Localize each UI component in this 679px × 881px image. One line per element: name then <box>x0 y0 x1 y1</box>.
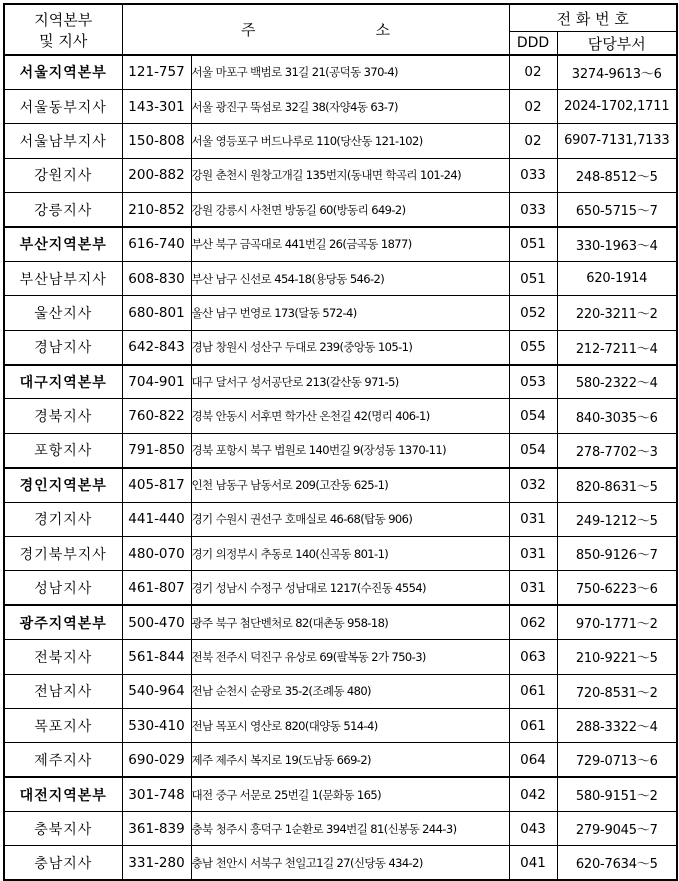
region-cell: 서울동부지사 <box>4 89 122 123</box>
table-row <box>4 365 677 399</box>
zip-code-cell: 480-070 <box>122 536 191 570</box>
phone-cell: 580-9151～2 <box>557 777 677 811</box>
zip-code-cell: 441-440 <box>122 502 191 536</box>
region-cell: 서울남부지사 <box>4 124 122 158</box>
table-row <box>4 640 677 674</box>
address-cell: 부산 남구 신선로 454-18(용당동 546-2) <box>191 261 509 295</box>
zip-code-cell: 361-839 <box>122 812 191 846</box>
region-cell: 대구지역본부 <box>4 365 122 399</box>
table-row <box>4 330 677 364</box>
region-cell: 전남지사 <box>4 674 122 708</box>
address-cell: 강원 춘천시 원창고개길 135번지(동내면 학곡리 101-24) <box>191 158 509 192</box>
region-cell: 포항지사 <box>4 433 122 467</box>
address-cell: 서울 마포구 백범로 31길 21(공덕동 370-4) <box>191 55 509 89</box>
table-row <box>4 89 677 123</box>
zip-code-cell: 143-301 <box>122 89 191 123</box>
ddd-cell: 033 <box>509 193 557 227</box>
zip-code-cell: 150-808 <box>122 124 191 158</box>
address-cell: 인천 남동구 남동서로 209(고잔동 625-1) <box>191 468 509 502</box>
phone-cell: 220-3211～2 <box>557 296 677 330</box>
table-row <box>4 846 677 880</box>
address-cell: 서울 광진구 뚝섬로 32길 38(자양4동 63-7) <box>191 89 509 123</box>
phone-cell: 650-5715～7 <box>557 193 677 227</box>
table-row <box>4 605 677 639</box>
phone-cell: 212-7211～4 <box>557 330 677 364</box>
zip-code-cell: 690-029 <box>122 743 191 777</box>
address-cell: 경북 포항시 북구 법원로 140번길 9(장성동 1370-11) <box>191 433 509 467</box>
ddd-cell: 031 <box>509 536 557 570</box>
region-cell: 대전지역본부 <box>4 777 122 811</box>
phone-cell: 620-7634～5 <box>557 846 677 880</box>
phone-cell: 248-8512～5 <box>557 158 677 192</box>
phone-cell: 279-9045～7 <box>557 812 677 846</box>
address-cell: 부산 북구 금곡대로 441번길 26(금곡동 1877) <box>191 227 509 261</box>
ddd-cell: 031 <box>509 571 557 605</box>
ddd-cell: 02 <box>509 124 557 158</box>
ddd-cell: 054 <box>509 399 557 433</box>
table-row <box>4 55 677 89</box>
table-row <box>4 812 677 846</box>
phone-cell: 580-2322～4 <box>557 365 677 399</box>
table-row <box>4 743 677 777</box>
ddd-cell: 032 <box>509 468 557 502</box>
table-row <box>4 399 677 433</box>
region-cell: 성남지사 <box>4 571 122 605</box>
address-column-header <box>122 4 509 55</box>
table-row <box>4 536 677 570</box>
ddd-cell: 064 <box>509 743 557 777</box>
table-row <box>4 468 677 502</box>
region-header-line2: 및 지사 <box>39 31 88 50</box>
region-cell: 부산지역본부 <box>4 227 122 261</box>
phone-cell: 620-1914 <box>557 261 677 295</box>
region-cell: 경북지사 <box>4 399 122 433</box>
region-cell: 경남지사 <box>4 330 122 364</box>
phone-cell: 970-1771～2 <box>557 605 677 639</box>
zip-code-cell: 680-801 <box>122 296 191 330</box>
phone-cell: 6907-7131,7133 <box>557 124 677 158</box>
zip-code-cell: 608-830 <box>122 261 191 295</box>
address-cell: 울산 남구 번영로 173(달동 572-4) <box>191 296 509 330</box>
address-cell: 전남 목포시 영산로 820(대양동 514-4) <box>191 708 509 742</box>
zip-code-cell: 301-748 <box>122 777 191 811</box>
region-cell: 강원지사 <box>4 158 122 192</box>
ddd-cell: 02 <box>509 89 557 123</box>
region-cell: 전북지사 <box>4 640 122 674</box>
table-row <box>4 158 677 192</box>
table-row <box>4 777 677 811</box>
ddd-cell: 043 <box>509 812 557 846</box>
office-directory-table <box>3 3 678 881</box>
phone-group-header: 전 화 번 호 <box>509 4 677 32</box>
zip-code-cell: 642-843 <box>122 330 191 364</box>
ddd-cell: 02 <box>509 55 557 89</box>
zip-code-cell: 121-757 <box>122 55 191 89</box>
ddd-cell: 063 <box>509 640 557 674</box>
phone-cell: 278-7702～3 <box>557 433 677 467</box>
region-cell: 충남지사 <box>4 846 122 880</box>
region-cell: 광주지역본부 <box>4 605 122 639</box>
address-cell: 경남 창원시 성산구 두대로 239(중앙동 105-1) <box>191 330 509 364</box>
table-body <box>4 55 677 880</box>
address-cell: 충남 천안시 서북구 천일고1길 27(신당동 434-2) <box>191 846 509 880</box>
phone-cell: 850-9126～7 <box>557 536 677 570</box>
ddd-cell: 042 <box>509 777 557 811</box>
address-cell: 대전 중구 서문로 25번길 1(문화동 165) <box>191 777 509 811</box>
address-cell: 충북 청주시 흥덕구 1순환로 394번길 81(신봉동 244-3) <box>191 812 509 846</box>
address-cell: 경기 성남시 수정구 성남대로 1217(수진동 4554) <box>191 571 509 605</box>
ddd-column-header: DDD <box>509 32 557 56</box>
region-cell: 울산지사 <box>4 296 122 330</box>
region-cell: 경기북부지사 <box>4 536 122 570</box>
address-cell: 경기 의정부시 추동로 140(신곡동 801-1) <box>191 536 509 570</box>
zip-code-cell: 405-817 <box>122 468 191 502</box>
ddd-cell: 062 <box>509 605 557 639</box>
address-cell: 광주 북구 첨단벤처로 82(대촌동 958-18) <box>191 605 509 639</box>
zip-code-cell: 530-410 <box>122 708 191 742</box>
phone-cell: 2024-1702,1711 <box>557 89 677 123</box>
zip-code-cell: 704-901 <box>122 365 191 399</box>
phone-cell: 210-9221～5 <box>557 640 677 674</box>
region-cell: 강릉지사 <box>4 193 122 227</box>
ddd-cell: 041 <box>509 846 557 880</box>
zip-code-cell: 210-852 <box>122 193 191 227</box>
table-row <box>4 708 677 742</box>
table-row <box>4 571 677 605</box>
ddd-cell: 054 <box>509 433 557 467</box>
zip-code-cell: 791-850 <box>122 433 191 467</box>
table-row <box>4 674 677 708</box>
ddd-cell: 053 <box>509 365 557 399</box>
phone-cell: 249-1212～5 <box>557 502 677 536</box>
address-cell: 서울 영등포구 버드나루로 110(당산동 121-102) <box>191 124 509 158</box>
address-cell: 경기 수원시 권선구 호매실로 46-68(탑동 906) <box>191 502 509 536</box>
table-row <box>4 261 677 295</box>
address-cell: 강원 강릉시 사천면 방동길 60(방동리 649-2) <box>191 193 509 227</box>
table-row <box>4 193 677 227</box>
table-row <box>4 227 677 261</box>
address-cell: 경북 안동시 서후면 학가산 온천길 42(명리 406-1) <box>191 399 509 433</box>
phone-cell: 720-8531～2 <box>557 674 677 708</box>
address-cell: 제주 제주시 복지로 19(도남동 669-2) <box>191 743 509 777</box>
table-row <box>4 296 677 330</box>
phone-cell: 330-1963～4 <box>557 227 677 261</box>
ddd-cell: 061 <box>509 674 557 708</box>
region-cell: 서울지역본부 <box>4 55 122 89</box>
region-column-header <box>4 4 122 55</box>
region-cell: 목포지사 <box>4 708 122 742</box>
region-cell: 경인지역본부 <box>4 468 122 502</box>
zip-code-cell: 540-964 <box>122 674 191 708</box>
address-cell: 전북 전주시 덕진구 유상로 69(팔복동 2가 750-3) <box>191 640 509 674</box>
ddd-cell: 061 <box>509 708 557 742</box>
address-cell: 대구 달서구 성서공단로 213(갈산동 971-5) <box>191 365 509 399</box>
zip-code-cell: 760-822 <box>122 399 191 433</box>
phone-cell: 750-6223～6 <box>557 571 677 605</box>
phone-cell: 820-8631～5 <box>557 468 677 502</box>
zip-code-cell: 561-844 <box>122 640 191 674</box>
table-row <box>4 433 677 467</box>
phone-cell: 840-3035～6 <box>557 399 677 433</box>
region-cell: 제주지사 <box>4 743 122 777</box>
ddd-cell: 033 <box>509 158 557 192</box>
phone-cell: 729-0713～6 <box>557 743 677 777</box>
ddd-cell: 052 <box>509 296 557 330</box>
ddd-cell: 031 <box>509 502 557 536</box>
ddd-cell: 055 <box>509 330 557 364</box>
region-header-line1: 지역본부 <box>34 10 93 29</box>
table-row <box>4 502 677 536</box>
phone-cell: 3274-9613～6 <box>557 55 677 89</box>
ddd-cell: 051 <box>509 261 557 295</box>
address-cell: 전남 순천시 순광로 35-2(조례동 480) <box>191 674 509 708</box>
ddd-cell: 051 <box>509 227 557 261</box>
zip-code-cell: 616-740 <box>122 227 191 261</box>
address-header-word1: 주 <box>241 21 256 39</box>
zip-code-cell: 331-280 <box>122 846 191 880</box>
dept-column-header: 담당부서 <box>557 32 677 56</box>
region-cell: 경기지사 <box>4 502 122 536</box>
region-cell: 충북지사 <box>4 812 122 846</box>
zip-code-cell: 461-807 <box>122 571 191 605</box>
region-cell: 부산남부지사 <box>4 261 122 295</box>
table-row <box>4 124 677 158</box>
table-header <box>4 4 677 55</box>
zip-code-cell: 200-882 <box>122 158 191 192</box>
address-header-word2: 소 <box>375 21 390 39</box>
zip-code-cell: 500-470 <box>122 605 191 639</box>
phone-cell: 288-3322～4 <box>557 708 677 742</box>
